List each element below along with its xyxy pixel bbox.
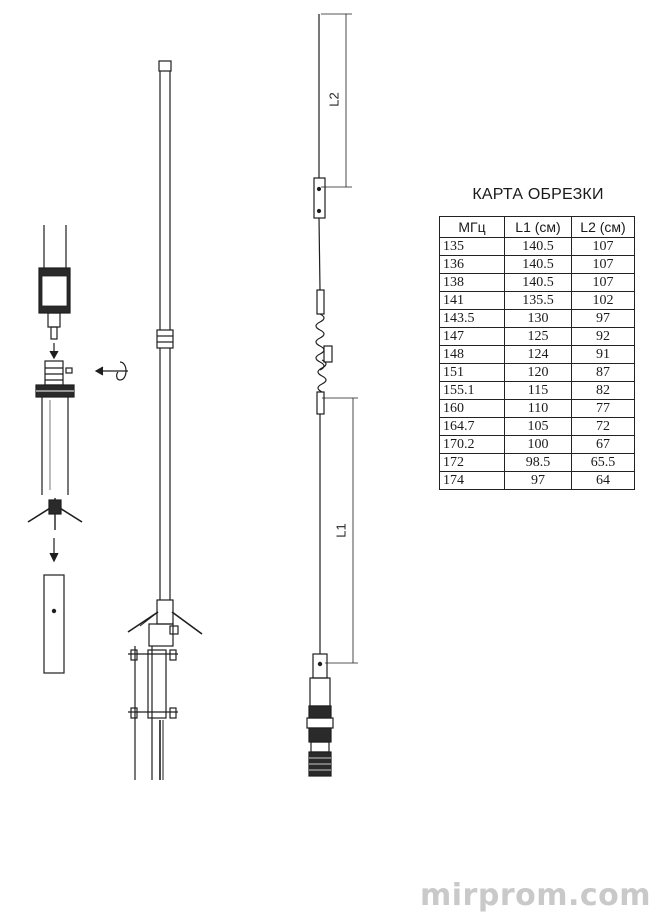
cell-l1: 97 bbox=[505, 472, 572, 490]
cell-l1: 120 bbox=[505, 364, 572, 382]
cell-frequency: 170.2 bbox=[440, 436, 505, 454]
cell-frequency: 135 bbox=[440, 238, 505, 256]
cell-frequency: 172 bbox=[440, 454, 505, 472]
cell-frequency: 141 bbox=[440, 292, 505, 310]
table-row bbox=[440, 454, 635, 472]
cell-l1: 130 bbox=[505, 310, 572, 328]
cell-l2: 77 bbox=[572, 400, 635, 418]
cell-frequency: 143.5 bbox=[440, 310, 505, 328]
cell-l1: 135.5 bbox=[505, 292, 572, 310]
cell-l1: 110 bbox=[505, 400, 572, 418]
cell-frequency: 138 bbox=[440, 274, 505, 292]
dimensioned-element bbox=[307, 14, 358, 776]
l1-dimension-label: L1 bbox=[333, 523, 349, 538]
exploded-assembly bbox=[28, 225, 128, 673]
cell-l2: 72 bbox=[572, 418, 635, 436]
l2-dimension-label: L2 bbox=[326, 92, 342, 107]
cell-l2: 107 bbox=[572, 274, 635, 292]
table-row bbox=[440, 328, 635, 346]
cell-l1: 105 bbox=[505, 418, 572, 436]
table-row bbox=[440, 418, 635, 436]
table-row bbox=[440, 274, 635, 292]
cell-l2: 102 bbox=[572, 292, 635, 310]
cell-l2: 107 bbox=[572, 256, 635, 274]
cell-l1: 140.5 bbox=[505, 256, 572, 274]
cell-l1: 100 bbox=[505, 436, 572, 454]
cell-frequency: 136 bbox=[440, 256, 505, 274]
header-frequency: МГц bbox=[440, 217, 505, 238]
cutting-chart-table bbox=[439, 216, 635, 490]
cell-l1: 125 bbox=[505, 328, 572, 346]
table-row bbox=[440, 238, 635, 256]
table-row bbox=[440, 382, 635, 400]
cell-l2: 65.5 bbox=[572, 454, 635, 472]
cell-frequency: 151 bbox=[440, 364, 505, 382]
cell-l1: 124 bbox=[505, 346, 572, 364]
table-row bbox=[440, 346, 635, 364]
assembled-antenna bbox=[128, 61, 202, 780]
cell-l2: 82 bbox=[572, 382, 635, 400]
cell-l1: 140.5 bbox=[505, 274, 572, 292]
table-row bbox=[440, 400, 635, 418]
table-row bbox=[440, 472, 635, 490]
cell-l2: 87 bbox=[572, 364, 635, 382]
cell-frequency: 147 bbox=[440, 328, 505, 346]
cell-frequency: 164.7 bbox=[440, 418, 505, 436]
cell-l1: 98.5 bbox=[505, 454, 572, 472]
cutting-chart-title: КАРТА ОБРЕЗКИ bbox=[472, 186, 604, 203]
table-row bbox=[440, 256, 635, 274]
table-row bbox=[440, 310, 635, 328]
table-row bbox=[440, 436, 635, 454]
cell-l1: 140.5 bbox=[505, 238, 572, 256]
cell-frequency: 160 bbox=[440, 400, 505, 418]
cell-l2: 97 bbox=[572, 310, 635, 328]
cell-l1: 115 bbox=[505, 382, 572, 400]
table-header-row bbox=[440, 217, 635, 238]
header-l2: L2 (см) bbox=[572, 217, 635, 238]
cell-frequency: 148 bbox=[440, 346, 505, 364]
cell-l2: 67 bbox=[572, 436, 635, 454]
table-row bbox=[440, 292, 635, 310]
table-row bbox=[440, 364, 635, 382]
cell-l2: 92 bbox=[572, 328, 635, 346]
cell-l2: 91 bbox=[572, 346, 635, 364]
watermark: mirprom.com bbox=[420, 878, 652, 913]
cell-l2: 107 bbox=[572, 238, 635, 256]
cell-frequency: 174 bbox=[440, 472, 505, 490]
cell-frequency: 155.1 bbox=[440, 382, 505, 400]
cell-l2: 64 bbox=[572, 472, 635, 490]
header-l1: L1 (см) bbox=[505, 217, 572, 238]
